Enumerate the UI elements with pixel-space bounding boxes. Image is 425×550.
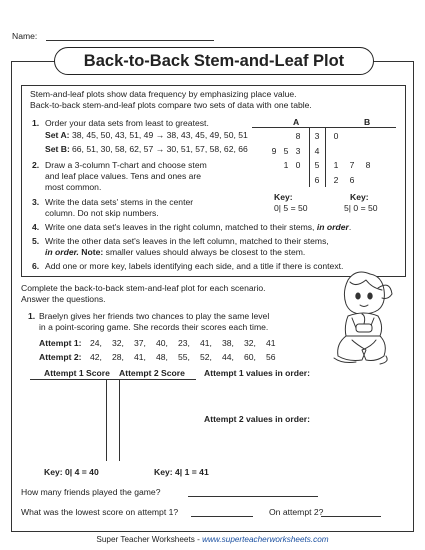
plot-leaf-b: 0 [333,131,339,141]
step-3-line-1: Write the data sets' stems in the center [45,197,194,207]
plot-left-divider [309,127,310,187]
attempt-1-order-label: Attempt 1 values in order: [204,368,311,378]
section2-instr-1: Complete the back-to-back stem-and-leaf plot for each scenario. [21,283,266,293]
section2-instr-2: Answer the questions. [21,294,106,304]
step-6-text: Add one or more key, labels identifying each side, and a title if there is context. [45,261,344,271]
set-b-text: 66, 51, 30, 58, 62, 57 → 30, 51, 57, 58, 62, 66 [72,144,248,154]
problem-1-line-1: Braelyn gives her friends two chances to play the same level [39,311,270,321]
plot-leaf-a: 9 [271,145,277,156]
step-6-number: 6. [32,261,40,271]
key-a: 0| 5 = 50 [274,203,308,213]
attempt-score: 23, [178,338,190,348]
attempt-2-label: Attempt 2: [39,352,82,362]
answer-3-field[interactable] [321,516,381,517]
footer-link[interactable]: www.superteacherworksheets.com [202,535,329,544]
tchart-key-2: Key: 4| 1 = 41 [154,467,209,477]
attempt-score: 41 [266,338,276,348]
name-field[interactable] [46,40,214,41]
plot-leaf-a: 8 [295,131,301,141]
col1-header: Attempt 1 Score [44,368,110,378]
attempt-score: 24, [90,338,102,348]
plot-leaf-a: 3 [295,145,301,156]
attempt-score: 60, [244,352,256,362]
attempt-score: 52, [200,352,212,362]
plot-leaf-a: 0 [295,160,301,170]
attempt-score: 55, [178,352,190,362]
answer-2-field[interactable] [191,516,253,517]
tchart-top-line [30,379,196,380]
step-5-rest: smaller values should always be closest to the stem. [105,247,306,257]
step-5-line-1: Write the other data set's leaves in the left column, matched to their stems, [45,236,329,246]
step-1-number: 1. [32,118,40,128]
intro-line-1: Stem-and-leaf plots show data frequency by emphasizing place value. [30,89,297,99]
step-5-number: 5. [32,236,40,246]
plot-leaf-b: 2 [333,174,339,185]
plot-label-b: B [364,117,371,127]
plot-leaf-a: 5 [283,145,289,156]
plot-top-line [252,127,396,128]
answer-1-field[interactable] [188,496,318,497]
plot-leaf-b: 7 [349,160,355,170]
key-b-label: Key: [350,192,369,202]
plot-leaf-b: 8 [365,160,371,170]
attempt-score: 32, [112,338,124,348]
set-b-label: Set B: [45,144,70,154]
plot-leaf-b: 6 [349,174,355,185]
tchart-key-1: Key: 0| 4 = 40 [44,467,99,477]
attempt-2-order-label: Attempt 2 values in order: [204,414,311,424]
footer-text: Super Teacher Worksheets - [96,535,203,544]
plot-label-a: A [293,117,300,127]
plot-stem: 3 [314,131,320,141]
tchart-right-divider [119,379,120,461]
plot-right-divider [325,127,326,187]
step-3-number: 3. [32,197,40,207]
attempt-score: 41, [134,352,146,362]
footer [0,535,425,544]
attempt-score: 28, [112,352,124,362]
girl-gamer-illustration [326,270,402,366]
attempt-score: 41, [200,338,212,348]
step-4-main: Write one data set's leaves in the right column, matched to their stems, [45,222,315,232]
page-title: Back-to-Back Stem-and-Leaf Plot [54,47,374,75]
intro-line-2: Back-to-back stem-and-leaf plots compare two sets of data with one table. [30,100,312,110]
step-2-line-3: most common. [45,182,102,192]
plot-leaf-b: 1 [333,160,339,170]
set-a-label: Set A: [45,130,70,140]
attempt-score: 40, [156,338,168,348]
key-a-label: Key: [274,192,293,202]
question-2: What was the lowest score on attempt 1? [21,507,179,517]
step-5-line-2 [45,247,305,258]
tchart-left-divider [106,379,107,461]
attempt-score: 37, [134,338,146,348]
attempt-1-label: Attempt 1: [39,338,82,348]
question-1: How many friends played the game? [21,487,161,497]
problem-1-line-2: in a point-scoring game. She records their scores each time. [39,322,269,332]
plot-stem: 6 [314,174,320,185]
step-2-line-2: and leaf place values. Tens and ones are [45,171,202,181]
name-label: Name: [12,31,38,41]
plot-leaf-a: 1 [283,160,289,170]
attempt-score: 32, [244,338,256,348]
step-2-number: 2. [32,160,40,170]
step-4-number: 4. [32,222,40,232]
col2-header: Attempt 2 Score [119,368,185,378]
attempt-score: 56 [266,352,276,362]
step-3-line-2: column. Do not skip numbers. [45,208,159,218]
step-5-emphasis: in order. [45,247,79,257]
key-b: 5| 0 = 50 [344,203,378,213]
attempt-score: 38, [222,338,234,348]
step-4-text: Write one data set's leaves in the right column, matched to their stems, in order. [45,222,352,232]
attempt-score: 42, [90,352,102,362]
step-2-line-1: Draw a 3-column T-chart and choose stem [45,160,207,170]
question-3: On attempt 2? [269,507,324,517]
plot-stem: 4 [314,145,320,156]
step-5-note: Note: [81,247,104,257]
set-a-text: 38, 45, 50, 43, 51, 49 → 38, 43, 45, 49, 50, 51 [72,130,248,140]
step-4-emphasis: in order [316,222,349,232]
attempt-score: 48, [156,352,168,362]
attempt-score: 44, [222,352,234,362]
step-1-text: Order your data sets from least to greatest. [45,118,209,128]
plot-stem: 5 [314,160,320,170]
problem-1-number: 1. [28,311,36,321]
